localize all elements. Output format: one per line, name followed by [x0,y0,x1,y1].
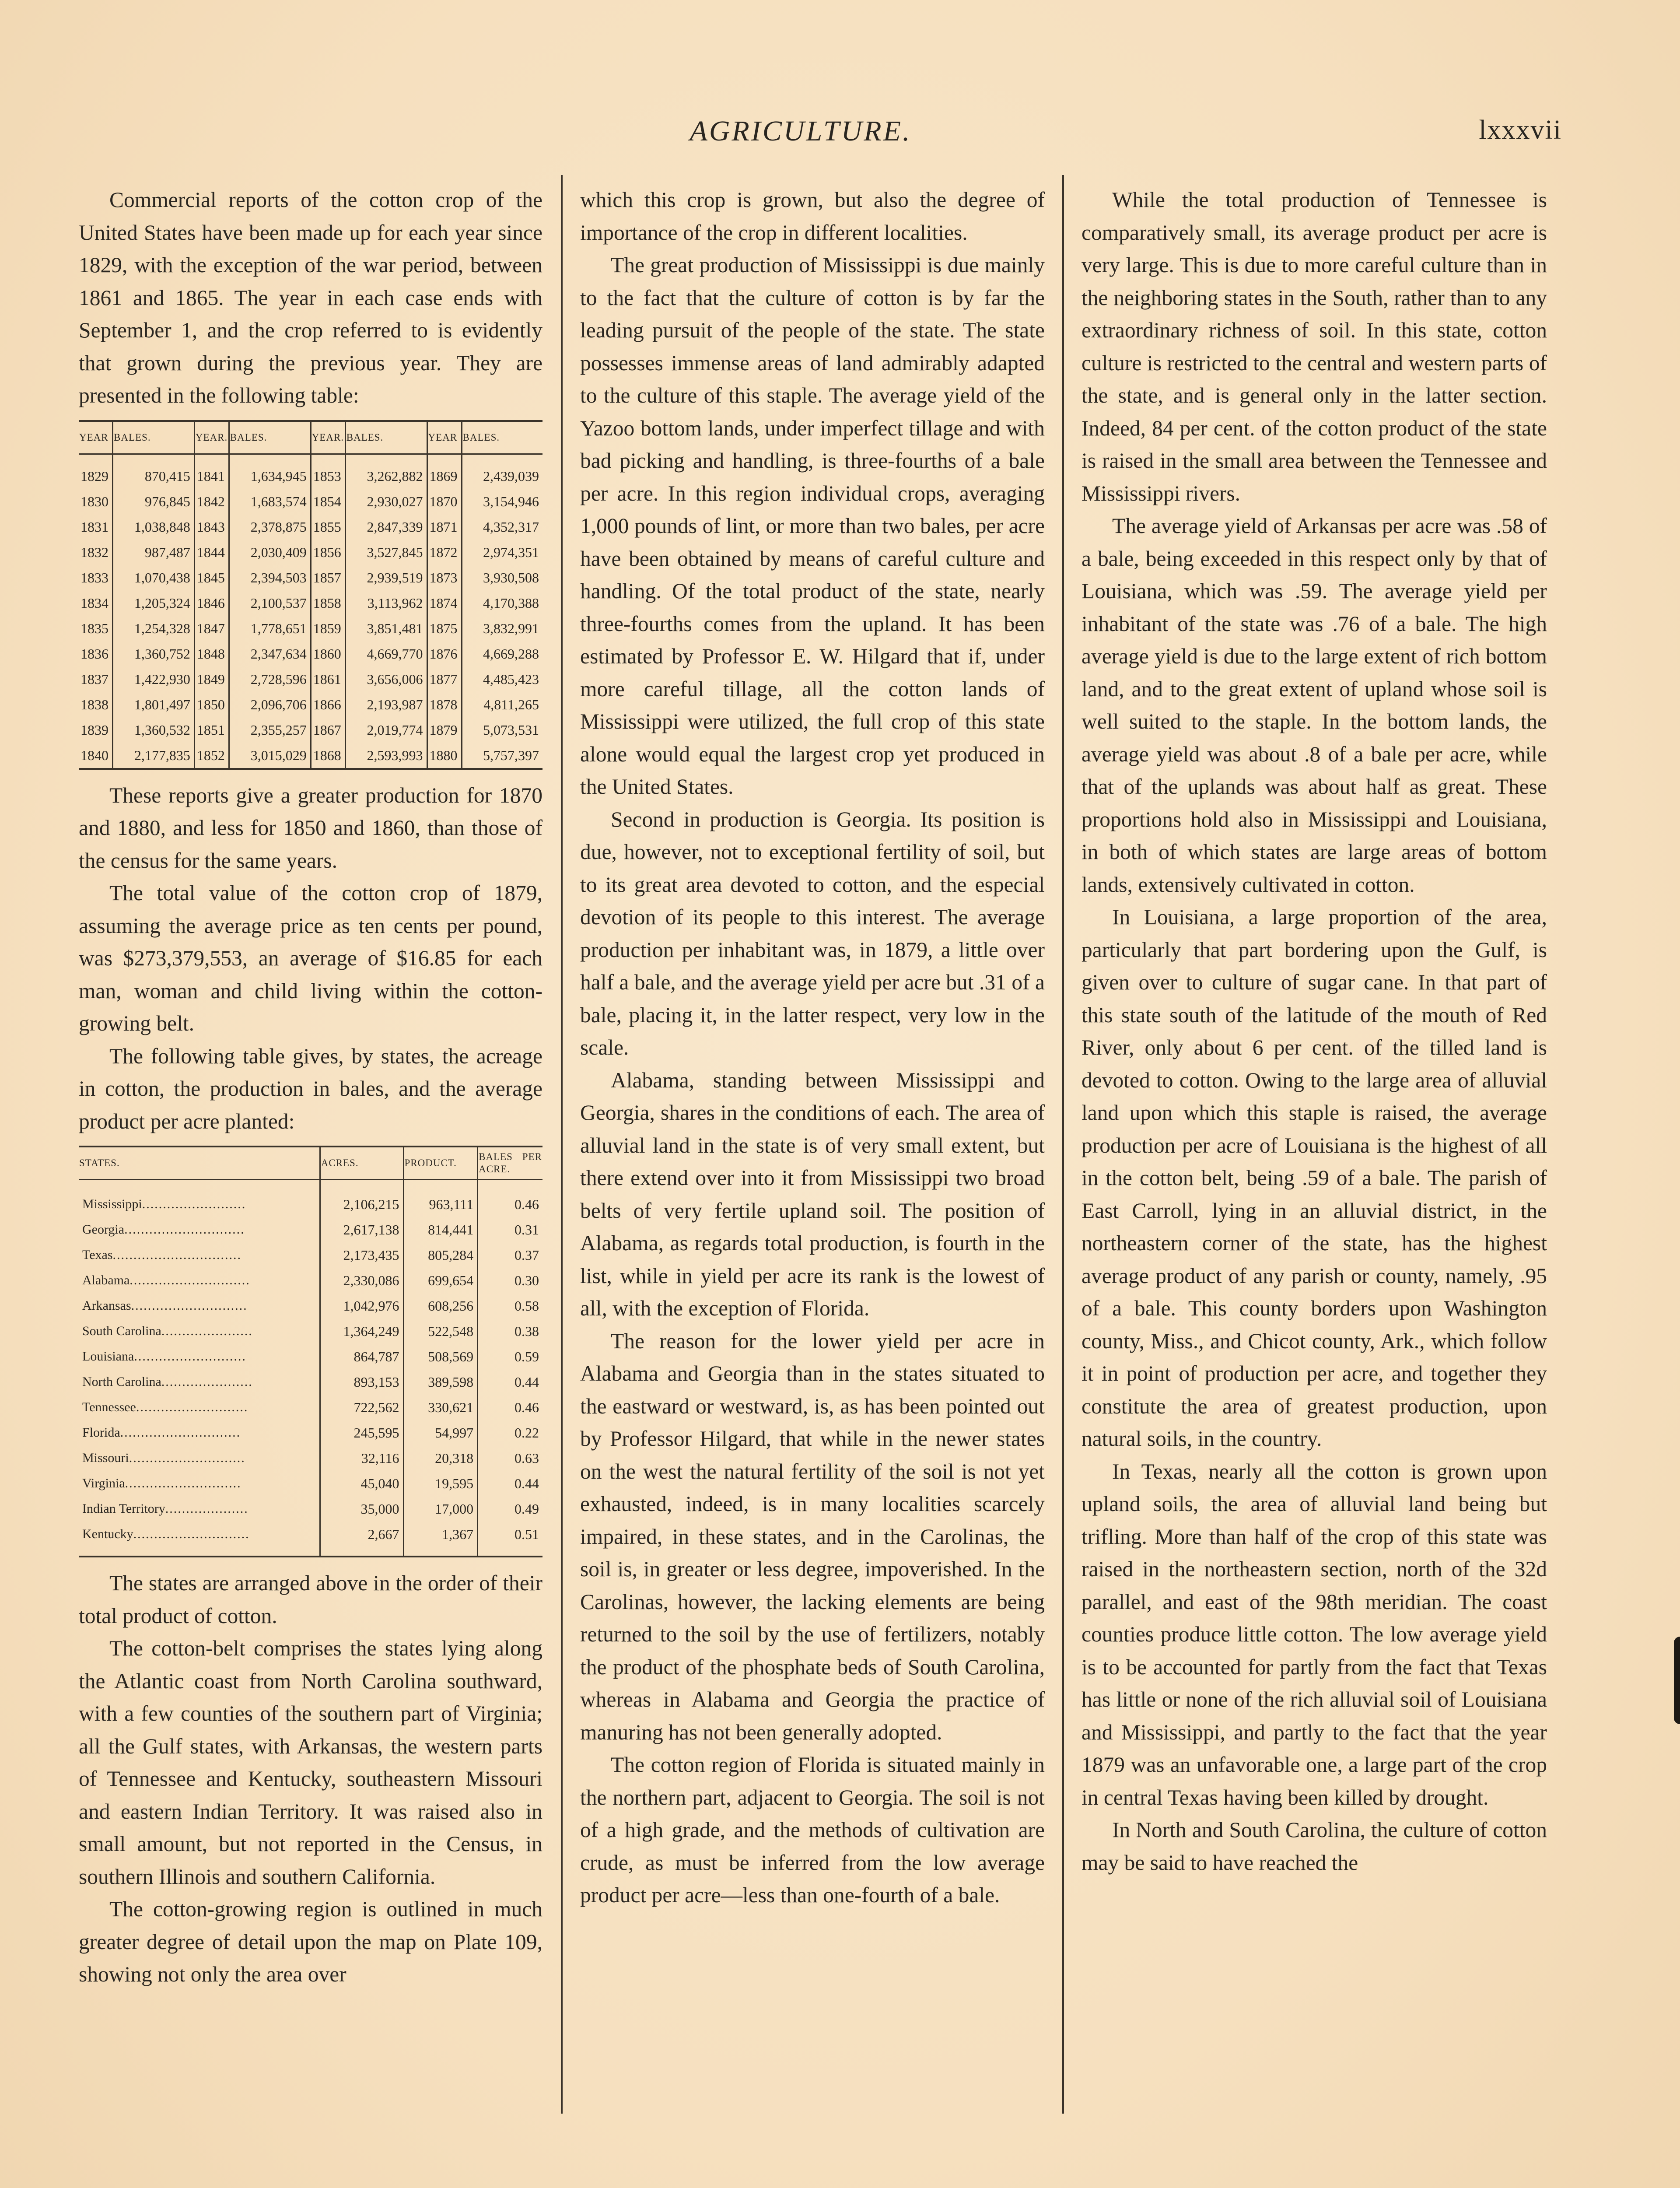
header-bales: BALES. [462,421,542,454]
year-cell: 1856 [311,540,345,565]
year-cell: 1874 [427,590,462,616]
bales-cell: 2,347,634 [229,641,311,666]
acres-cell: 893,153 [320,1369,403,1395]
product-cell: 389,598 [403,1369,478,1395]
bales-per-acre-cell: 0.46 [514,1196,539,1212]
year-cell: 1871 [427,514,462,540]
bales-cell: 1,683,574 [229,489,311,514]
table-body [79,454,542,769]
table-header-row [79,421,542,454]
table-row [79,1180,542,1217]
state-name: Arkansas [82,1298,131,1313]
product-cell: 508,569 [403,1344,478,1369]
bales-per-acre-cell: 0.38 [514,1323,539,1339]
year-cell: 1866 [311,692,345,717]
state-name: Louisiana [82,1349,134,1364]
running-head: AGRICULTURE. [690,115,912,147]
product-cell: 963,111 [403,1180,478,1217]
paragraph: Alabama, standing between Mississippi and Georgia, shares in the conditions of each. The area of alluvial land in the state is of very small extent, but there extend over into it from Mississippi two broad belts of very fertile upland soil. The position of Alabama, as regards total production, is fourth in the list, while in yield per acre its rank is the lowest of all, with the exception of Florida. [580,1068,1045,1320]
table-row [79,1268,542,1293]
state-name: North Carolina [82,1375,161,1389]
table-row [79,1522,542,1557]
table-header-row [79,1147,542,1180]
bales-cell: 3,851,481 [345,616,427,641]
table-row [79,1344,542,1369]
year-cell: 1830 [79,489,113,514]
year-cell: 1855 [311,514,345,540]
paragraph: The cotton-growing region is outlined in much greater degree of detail upon the map on Plate 109, showing not only the area over [79,1897,542,1986]
product-cell: 19,595 [403,1471,478,1496]
year-cell: 1868 [311,743,345,769]
bales-cell: 2,593,993 [345,743,427,769]
year-cell: 1846 [194,590,229,616]
leader-dots: ........................... [136,1400,248,1414]
bales-cell: 2,728,596 [229,666,311,692]
leader-dots: ...................... [161,1324,253,1338]
bales-cell: 2,177,835 [113,743,195,769]
leader-dots: ......................... [142,1197,246,1211]
bales-cell: 987,487 [113,540,195,565]
bales-cell: 3,832,991 [483,620,539,636]
year-cell: 1870 [427,489,462,514]
acres-cell: 2,106,215 [320,1180,403,1217]
header-states: STATES. [79,1147,320,1180]
bales-per-acre-cell: 0.46 [514,1399,539,1415]
table-row [79,489,542,514]
header-bales-per-acre: BALES PER ACRE. [478,1147,542,1180]
table-row [79,1242,542,1268]
state-name: Missouri [82,1451,129,1465]
table-row [79,641,542,666]
year-cell: 1867 [311,717,345,743]
bales-per-acre-cell: 0.30 [514,1273,539,1288]
year-cell: 1879 [427,717,462,743]
acres-cell: 45,040 [320,1471,403,1496]
acres-cell: 2,617,138 [320,1217,403,1242]
state-name-cell [79,1471,320,1496]
year-cell: 1878 [427,692,462,717]
page-edge-mark [1674,1637,1680,1724]
year-cell: 1850 [194,692,229,717]
leader-dots: ............................... [112,1248,242,1262]
acres-cell: 2,330,086 [320,1268,403,1293]
year-cell: 1847 [194,616,229,641]
table-row [79,454,542,489]
table-row [79,616,542,641]
bales-cell: 1,634,945 [229,454,311,489]
paragraph: In North and South Carolina, the culture of cotton may be said to have reached the [1082,1818,1547,1875]
state-name-cell [79,1522,320,1557]
year-cell: 1829 [79,454,113,489]
acres-cell: 35,000 [320,1496,403,1522]
year-cell: 1845 [194,565,229,590]
bales-cell: 5,073,531 [483,722,539,738]
table-row [79,1471,542,1496]
state-name-cell [79,1344,320,1369]
table-row [79,1496,542,1522]
year-cell: 1834 [79,590,113,616]
bales-cell: 2,019,774 [345,717,427,743]
header-acres: ACRES. [320,1147,403,1180]
table-row [79,1445,542,1471]
year-cell: 1849 [194,666,229,692]
table-row [79,1395,542,1420]
year-cell: 1857 [311,565,345,590]
state-name: South Carolina [82,1324,161,1338]
table-row [79,565,542,590]
acres-cell: 2,173,435 [320,1242,403,1268]
paragraph: The reason for the lower yield per acre in Alabama and Georgia than in the states situated to the eastward or westward, is, as has been pointed out by Professor Hilgard, that while in the newer states on the west the natural fertility of the soil is not yet exhausted, indeed, is in many localities scarcely impaired, in these states, and in the Carolinas, the soil is, in greater or less degree, impoverished. In the Carolinas, however, the lacking elements are being returned to the soil by the use of fertilizers, notably the product of the phosphate beds of South Carolina, whereas in Alabama and Georgia the practice of manuring has not been generally adopted. [580,1329,1045,1744]
bales-cell: 1,254,328 [113,616,195,641]
bales-cell: 2,193,987 [345,692,427,717]
table-row [79,743,542,769]
paragraph: The average yield of Arkansas per acre was .58 of a bale, being exceeded in this respect only by that of Louisiana, which was .59. The average yield per inhabitant of the state was .76 of a bale. The high average yield is due to the large extent of rich bottom land, and to the great extent of upland whose soil is well suited to the staple. In the bottom lands, the average yield was about .8 of a bale per acre, while that of the uplands was about half as great. These proportions hold also in Mississippi and Louisiana, in both of which states are large areas of bottom lands, extensively cultivated in cotton. [1082,514,1547,897]
bales-cell: 2,939,519 [345,565,427,590]
leader-dots: ............................ [131,1298,248,1313]
leader-dots: ............................. [120,1425,241,1440]
year-cell: 1843 [194,514,229,540]
bales-per-acre-cell: 0.44 [514,1476,539,1491]
state-name: Florida [82,1425,120,1440]
bales-cell: 3,154,946 [483,493,539,509]
year-cell: 1838 [79,692,113,717]
bales-per-acre-cell: 0.37 [514,1247,539,1263]
paragraph: The following table gives, by states, the acreage in cotton, the production in bales, and the average product per acre planted: [79,1044,542,1133]
leader-dots: ............................. [130,1273,250,1287]
table-row [79,1293,542,1318]
state-name: Indian Territory [82,1501,165,1516]
bales-cell: 1,801,497 [113,692,195,717]
paragraph: Second in production is Georgia. Its position is due, however, not to exceptional fertility of soil, but to its great area devoted to cotton, and the especial devotion of its people to this interest. The average production per inhabitant was, in 1879, a little over half a bale, and the average yield per acre but .31 of a bale, placing it, in the latter respect, very low in the scale. [580,807,1045,1059]
year-cell: 1876 [427,641,462,666]
state-name-cell [79,1268,320,1293]
year-cell: 1840 [79,743,113,769]
state-name-cell [79,1217,320,1242]
bales-cell: 870,415 [113,454,195,489]
paragraph: The total value of the cotton crop of 1879, assuming the average price as ten cents per pound, was $273,379,553, an average of $16.85 for each man, woman and child living within the cotton-growing belt. [79,881,542,1035]
acres-cell: 32,116 [320,1445,403,1471]
bales-cell: 4,170,388 [483,595,539,611]
acres-cell: 864,787 [320,1344,403,1369]
paragraph: Commercial reports of the cotton crop of the United States have been made up for each year since 1829, with the exception of the war period, between 1861 and 1865. The year in each case ends with September 1, and the crop referred to is evidently that grown during the previous year. They are presented in the following table: [79,188,542,407]
year-cell: 1853 [311,454,345,489]
table-row [79,666,542,692]
state-name: Mississippi [82,1197,142,1211]
column-3 [1082,184,1547,1879]
year-cell: 1837 [79,666,113,692]
acres-cell: 245,595 [320,1420,403,1445]
year-cell: 1860 [311,641,345,666]
bales-cell: 3,262,882 [345,454,427,489]
product-cell: 330,621 [403,1395,478,1420]
year-cell: 1877 [427,666,462,692]
year-cell: 1833 [79,565,113,590]
bales-cell: 2,439,039 [483,468,539,484]
state-name: Georgia [82,1222,125,1237]
product-cell: 1,367 [403,1522,478,1557]
header-bales: BALES. [345,421,427,454]
bales-per-acre-cell: 0.58 [514,1298,539,1314]
table-row [79,1369,542,1395]
acres-cell: 722,562 [320,1395,403,1420]
acres-cell: 1,364,249 [320,1318,403,1344]
year-cell: 1875 [427,616,462,641]
year-cell: 1858 [311,590,345,616]
year-cell: 1872 [427,540,462,565]
paragraph: The cotton-belt comprises the states lying along the Atlantic coast from North Carolina southward, with a few counties of the southern part of Virginia; all the Gulf states, with Arkansas, the western parts of Tennessee and Kentucky, southeastern Missouri and eastern Indian Territory. It was raised also in small amount, but not reported in the Census, in southern Illinois and southern California. [79,1636,542,1889]
bales-cell: 4,669,770 [345,641,427,666]
leader-dots: ........................... [134,1349,246,1364]
column-2 [580,184,1045,1912]
paragraph: The cotton region of Florida is situated mainly in the northern part, adjacent to Georgia. The soil is not of a high grade, and the methods of cultivation are crude, as must be inferred from the low average product per acre—less than one-fourth of a bale. [580,1753,1045,1907]
product-cell: 54,997 [403,1420,478,1445]
paragraph: The states are arranged above in the order of their total product of cotton. [79,1571,542,1628]
header-product: PRODUCT. [403,1147,478,1180]
product-cell: 522,548 [403,1318,478,1344]
bales-cell: 3,930,508 [483,569,539,586]
bales-cell: 3,015,029 [229,743,311,769]
product-cell: 699,654 [403,1268,478,1293]
bales-cell: 1,360,752 [113,641,195,666]
state-name: Kentucky [82,1527,133,1541]
page-number: lxxxvii [1479,115,1562,145]
bales-cell: 4,669,288 [483,645,539,662]
product-cell: 20,318 [403,1445,478,1471]
header-year: YEAR [79,421,113,454]
bales-cell: 3,113,962 [345,590,427,616]
state-name: Tennessee [82,1400,136,1414]
year-cell: 1859 [311,616,345,641]
bales-per-acre-cell: 0.63 [514,1450,539,1466]
paragraph: While the total production of Tennessee is comparatively small, its average product per acre is very large. This is due to more careful culture than in the neighboring states in the South, rather than to any extraordinary richness of soil. In this state, cotton culture is restricted to the central and western parts of the state, and is general only in the latter section. Indeed, 84 per cent. of the cotton product of the state is raised in the small area between the Tennessee and Mississippi rivers. [1082,188,1547,505]
paragraph: In Texas, nearly all the cotton is grown upon upland soils, the area of alluvial land being but trifling. More than half of the crop of this state was raised in the northeastern section, north of the 32d parallel, and east of the 98th meridian. The coast counties produce little cotton. The low average yield is to be accounted for partly from the fact that Texas has little or none of the rich alluvial soil of Louisiana and Mississippi, and partly to the fact that the year 1879 was an unfavorable one, a large part of the crop in central Texas having been killed by drought. [1082,1459,1547,1809]
state-name-cell [79,1242,320,1268]
column-rule-left [561,175,563,2114]
state-name-cell [79,1369,320,1395]
state-name-cell [79,1395,320,1420]
header-bales: BALES. [229,421,311,454]
states-table [79,1146,542,1557]
bales-cell: 3,656,006 [345,666,427,692]
column-rule-right [1062,175,1064,2114]
table-row [79,1318,542,1344]
bales-cell: 1,070,438 [113,565,195,590]
bales-cell: 1,360,532 [113,717,195,743]
year-cell: 1854 [311,489,345,514]
table-body [79,1180,542,1557]
page-header [0,115,1680,163]
year-cell: 1851 [194,717,229,743]
column-1 [79,184,542,1991]
bales-cell: 1,038,848 [113,514,195,540]
table-row [79,1217,542,1242]
bales-per-acre-cell: 0.49 [514,1501,539,1517]
year-cell: 1832 [79,540,113,565]
year-cell: 1839 [79,717,113,743]
year-cell: 1831 [79,514,113,540]
table-row [79,514,542,540]
leader-dots: ...................... [161,1375,253,1389]
table-row [79,540,542,565]
table-row [79,590,542,616]
bales-cell: 2,355,257 [229,717,311,743]
bales-cell: 4,811,265 [483,696,539,712]
state-name-cell [79,1180,320,1217]
leader-dots: ............................ [125,1476,242,1490]
header-year: YEAR. [194,421,229,454]
acres-cell: 2,667 [320,1522,403,1557]
year-cell: 1852 [194,743,229,769]
paragraph: which this crop is grown, but also the degree of importance of the crop in different localities. [580,188,1045,245]
bales-cell: 976,845 [113,489,195,514]
bales-cell: 2,100,537 [229,590,311,616]
leader-dots: ............................ [129,1451,245,1465]
bales-per-acre-cell: 0.44 [514,1374,539,1390]
state-name: Texas [82,1248,113,1262]
state-name: Alabama [82,1273,130,1287]
year-cell: 1841 [194,454,229,489]
bales-cell: 2,030,409 [229,540,311,565]
bales-cell: 4,352,317 [483,519,539,535]
header-year: YEAR [427,421,462,454]
state-name-cell [79,1293,320,1318]
paragraph: These reports give a greater production for 1870 and 1880, and less for 1850 and 1860, than those of the census for the same years. [79,783,542,873]
bales-cell: 1,205,324 [113,590,195,616]
bales-cell: 1,422,930 [113,666,195,692]
year-cell: 1842 [194,489,229,514]
header-year: YEAR. [311,421,345,454]
bales-cell: 2,930,027 [345,489,427,514]
year-cell: 1861 [311,666,345,692]
bales-per-acre-cell: 0.59 [514,1349,539,1364]
bales-cell: 2,394,503 [229,565,311,590]
state-name-cell [79,1420,320,1445]
paragraph: In Louisiana, a large proportion of the area, particularly that part bordering upon the Gulf, is given over to culture of sugar cane. In that part of this state south of the latitude of the mouth of Red River, only about 6 per cent. of the tilled land is devoted to cotton. Owing to the large area of alluvial land upon which this staple is raised, the average production per acre of Louisiana is the highest of all in the cotton belt, being .59 of a bale. The parish of East Carroll, lying in an alluvial district, in the northeastern corner of the state, has the highest average product of any parish or county, namely, .95 of a bale. This county borders upon Washington county, Miss., and Chicot county, Ark., which follow it in point of production per acre, and together they constitute the area of greatest production, upon natural soils, in the country. [1082,905,1547,1451]
header-bales: BALES. [113,421,195,454]
table-row [79,717,542,743]
bales-per-acre-cell: 0.51 [514,1526,539,1542]
product-cell: 608,256 [403,1293,478,1318]
table-row [79,1420,542,1445]
paragraph: The great production of Mississippi is due mainly to the fact that the culture of cotton is by far the leading pursuit of the people of the state. The state possesses immense areas of land admirably adapted to the culture of this staple. The average yield of the Yazoo bottom lands, under imperfect tillage and with bad picking and handling, is three-fourths of a bale per acre. In this region individual crops, averaging 1,000 pounds of lint, or more than two bales, per acre have been obtained by means of careful culture and handling. Of the total product of the state, nearly three-fourths comes from the upland. It has been estimated by Professor E. W. Hilgard that if, under more careful tillage, all the cotton lands of Mississippi were utilized, the full crop of this state alone would equal the largest crop yet produced in the United States. [580,253,1045,799]
bales-cell: 3,527,845 [345,540,427,565]
table-row [79,692,542,717]
leader-dots: ............................ [133,1527,250,1541]
state-name-cell [79,1445,320,1471]
bales-cell: 2,096,706 [229,692,311,717]
bales-per-acre-cell: 0.22 [514,1425,539,1441]
year-cell: 1844 [194,540,229,565]
bales-per-acre-cell: 0.31 [514,1222,539,1238]
bales-cell: 4,485,423 [483,671,539,687]
bales-cell: 2,974,351 [483,544,539,560]
bales-cell: 5,757,397 [483,747,539,763]
cotton-crop-table [79,420,542,770]
product-cell: 814,441 [403,1217,478,1242]
state-name-cell [79,1496,320,1522]
product-cell: 17,000 [403,1496,478,1522]
state-name-cell [79,1318,320,1344]
bales-cell: 2,847,339 [345,514,427,540]
year-cell: 1880 [427,743,462,769]
leader-dots: ............................. [124,1222,245,1237]
year-cell: 1848 [194,641,229,666]
year-cell: 1836 [79,641,113,666]
product-cell: 805,284 [403,1242,478,1268]
year-cell: 1835 [79,616,113,641]
bales-cell: 1,778,651 [229,616,311,641]
acres-cell: 1,042,976 [320,1293,403,1318]
year-cell: 1869 [427,454,462,489]
leader-dots: .................... [165,1501,248,1516]
bales-cell: 2,378,875 [229,514,311,540]
state-name: Virginia [82,1476,125,1490]
year-cell: 1873 [427,565,462,590]
